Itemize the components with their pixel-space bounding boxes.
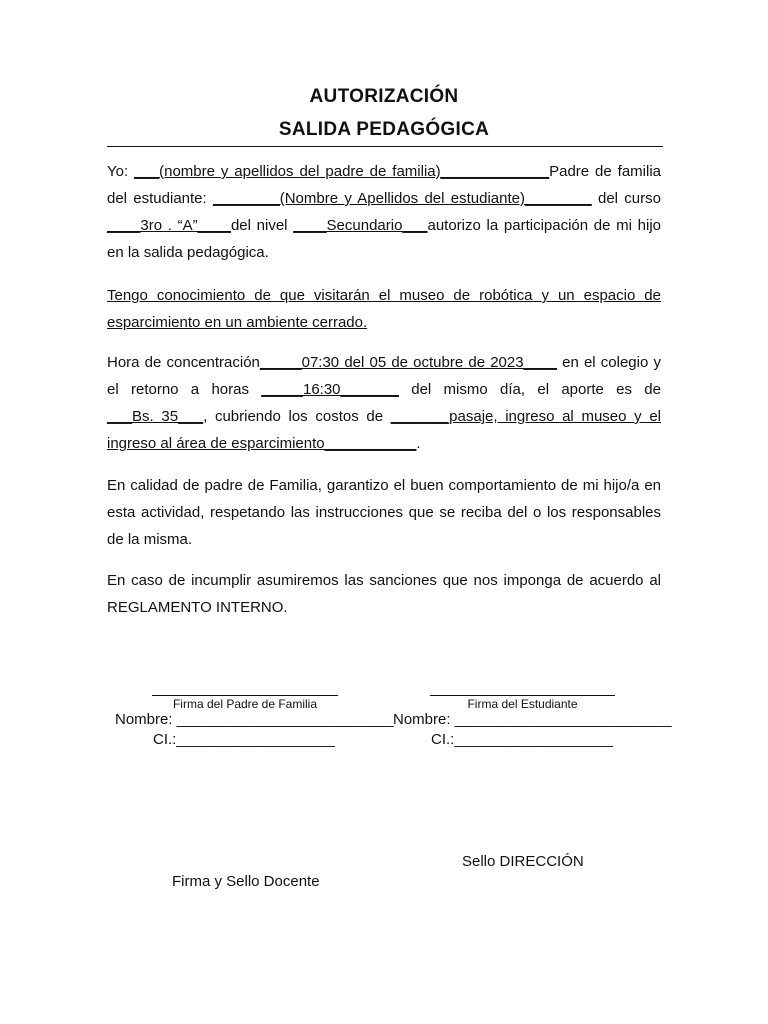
student-ci-line: CI.:___________________ xyxy=(431,731,613,748)
document-title: AUTORIZACIÓN xyxy=(309,86,459,107)
aporte-field: ___Bs. 35___ xyxy=(107,408,204,425)
student-nombre-line: Nombre: __________________________ xyxy=(393,711,672,728)
student-signature-line xyxy=(430,695,615,696)
paragraph-authorization xyxy=(107,158,661,266)
authorization-tail: autorizo la participación de mi hijo en la salida pedagógica. xyxy=(107,217,662,261)
nivel-field: ____Secundario___ xyxy=(293,217,428,234)
dia-label: del mismo día, el aporte es de xyxy=(398,381,661,398)
parent-role-text: Padre de familia del estudiante: xyxy=(107,163,662,207)
document-subtitle: SALIDA PEDAGÓGICA xyxy=(278,119,490,140)
paragraph-knowledge: Tengo conocimiento de que visitarán el museo de robótica y un espacio de esparcimiento en un ambiente cerrado. xyxy=(107,287,661,331)
title-divider xyxy=(107,146,663,147)
curso-label: del curso xyxy=(591,190,661,207)
hora-label: Hora de concentración xyxy=(107,354,260,371)
parent-name-field: ___(nombre y apellidos del padre de familia)_____________ xyxy=(134,163,550,180)
student-signature-label: Firma del Estudiante xyxy=(467,697,578,711)
paragraph-sanctions: En caso de incumplir asumiremos las sanciones que nos imponga de acuerdo al REGLAMENTO INTERNO. xyxy=(107,572,661,616)
nivel-label: del nivel xyxy=(230,217,294,234)
costos-label: , cubriendo los costos de xyxy=(203,408,391,425)
docente-signature-label: Firma y Sello Docente xyxy=(172,873,320,890)
parent-signature-line xyxy=(152,695,338,696)
parent-nombre-line: Nombre: __________________________ xyxy=(115,711,394,728)
direccion-stamp-label: Sello DIRECCIÓN xyxy=(462,853,584,870)
student-name-field: ________(Nombre y Apellidos del estudiante)________ xyxy=(212,190,592,207)
paragraph-behavior: En calidad de padre de Familia, garantizo el buen comportamiento de mi hijo/a en esta actividad, respetando las instrucciones que se reciba del o los responsables de la misma. xyxy=(107,477,661,548)
lugar-text: en el colegio y el retorno a horas xyxy=(107,354,661,398)
hora-field: _____07:30 del 05 de octubre de 2023____ xyxy=(259,354,557,371)
parent-signature-label: Firma del Padre de Familia xyxy=(172,697,318,711)
yo-label: Yo: xyxy=(107,163,135,180)
curso-field: ____3ro . “A”____ xyxy=(107,217,231,234)
costos-field: _______pasaje, ingreso al museo y el ingreso al área de esparcimiento___________ xyxy=(107,408,662,452)
paragraph-schedule xyxy=(107,349,661,457)
parent-ci-line: CI.:___________________ xyxy=(153,731,335,748)
retorno-field: _____16:30_______ xyxy=(261,381,399,398)
schedule-end: . xyxy=(416,435,421,452)
